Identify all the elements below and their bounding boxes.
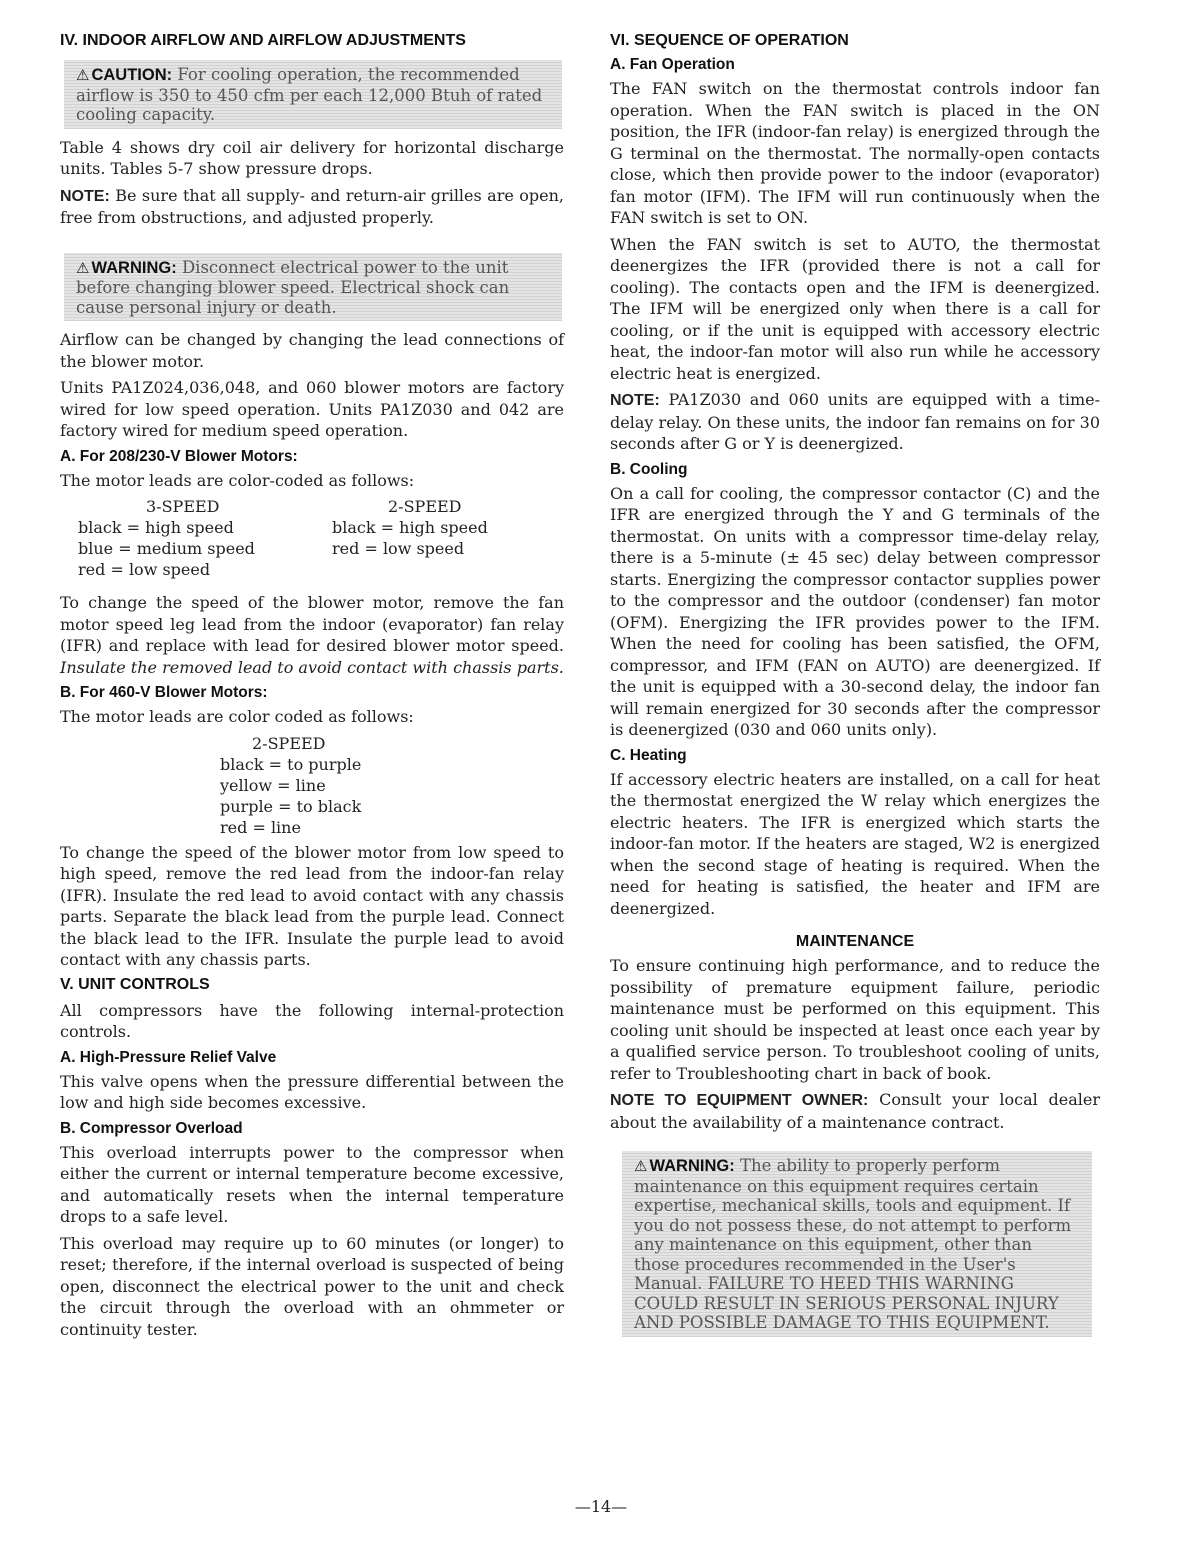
compressor-overload-paragraph-2: This overload may require up to 60 minutes (or longer) to reset; therefore, if the internal overload is suspected of being open, disconnect the electrical power to the unit and check the circuit through the overload with an ohmmeter or continuity tester. (60, 1233, 564, 1339)
left-column (60, 30, 564, 1345)
b-intro: The motor leads are color coded as follows: (60, 707, 414, 726)
table4-paragraph: Table 4 shows dry coil air delivery for horizontal discharge units. Tables 5-7 show pressure drops. (60, 137, 564, 178)
caution-label: CAUTION: (91, 66, 173, 84)
section-4-title: IV. INDOOR AIRFLOW AND AIRFLOW ADJUSTMENTS (60, 32, 466, 49)
three-speed-row: red = low speed (78, 560, 211, 579)
note-text: Be sure that all supply- and return-air grilles are open, free from obstructions, and adjusted properly. (60, 185, 564, 227)
speed-lead-table (60, 496, 564, 592)
compressor-overload-title: B. Compressor Overload (60, 1119, 243, 1137)
a-change-paragraph (60, 592, 564, 678)
three-speed-row: black = high speed (78, 518, 234, 537)
warning-label: WARNING: (91, 258, 177, 277)
three-speed-header: 3-SPEED (146, 497, 220, 516)
cooling-title: B. Cooling (610, 460, 688, 478)
heating-title: C. Heating (610, 746, 687, 764)
controls-paragraph: All compressors have the following internal-protection controls. (60, 1000, 564, 1041)
caution-text: For cooling operation, the recommended airflow is 350 to 450 cfm per each 12,000 Btuh of rated cooling capacity. (76, 65, 543, 124)
two-speed-header: 2-SPEED (388, 497, 462, 516)
fan-note-paragraph (610, 389, 1100, 455)
heating-paragraph: If accessory electric heaters are installed, on a call for heat the thermostat energized the W relay which energizes the electric heaters. The IFR is energized which starts the indoor-fan motor. If the heaters are staged, W2 is energized when the second stage of heating is required. When the need for heating is satisfied, the heater and IFM are deenergized. (610, 769, 1100, 918)
two-speed-row: black = high speed (332, 518, 488, 537)
note-text: PA1Z030 and 060 units are equipped with a time-delay relay. On these units, the indoor fan remains on for 30 seconds after G or Y is deenergized. (610, 390, 1100, 453)
warning-triangle-icon: ⚠ (76, 258, 90, 277)
warning-box-blower (64, 253, 562, 322)
hp-relief-title: A. High-Pressure Relief Valve (60, 1048, 277, 1066)
airflow-paragraph: Airflow can be changed by changing the lead connections of the blower motor. (60, 330, 564, 371)
cooling-paragraph: On a call for cooling, the compressor contactor (C) and the IFR are energized through the Y and G terminals of the thermostat. On units with a compressor time-delay relay, there is a 5-minute (± 45 sec) delay between compressor starts. Energizing the compressor contactor supplies power to the compressor and the outdoor (condenser) fan motor (OFM). Energizing the IFR provides power to the IFM. When the need for cooling has been satisfied, the OFM, compressor, and IFM (FAN on AUTO) are deenergized. If the unit is equipped with a 30-second delay, the indoor fan will remain energized for 30 seconds after the compressor is deenergized (030 and 060 units only). (610, 483, 1100, 739)
warning-box-maintenance (622, 1151, 1092, 1337)
page-number: —14— (574, 1497, 628, 1516)
warning-triangle-icon: ⚠ (76, 66, 90, 84)
speed-460-row: black = to purple (220, 754, 362, 774)
warning-text: Disconnect electrical power to the unit before changing blower speed. Electrical shock can cause personal injury or death. (76, 257, 510, 317)
three-speed-row: blue = medium speed (78, 539, 255, 558)
owner-note-paragraph (610, 1089, 1100, 1133)
maintenance-title: MAINTENANCE (795, 933, 915, 950)
speed-460-table (220, 733, 564, 838)
fan-paragraph-1: The FAN switch on the thermostat controls indoor fan operation. When the FAN switch is placed in the ON position, the IFR (indoor-fan relay) is energized through the G terminal on the thermostat. The normally-open contacts close, which then provide power to the indoor (evaporator) fan motor (IFM). The IFM will run continuously when the FAN switch is set to ON. (610, 79, 1100, 227)
note-label: NOTE: (610, 392, 660, 409)
right-column (610, 30, 1100, 1345)
fan-paragraph-2: When the FAN switch is set to AUTO, the thermostat deenergizes the IFR (provided there is not a call for cooling). The contacts open and the IFM is deenergized. The IFM will be energized only when there is a call for cooling, or if the unit is equipped with accessory electric heat, the indoor-fan motor will also run while he accessory electric heat is energized. (610, 234, 1100, 383)
a-intro: The motor leads are color-coded as follows: (60, 470, 415, 490)
speed-460-row: purple = to black (220, 796, 362, 816)
warning-label: WARNING: (649, 1157, 735, 1175)
owner-note-text: Consult your local dealer about the availability of a maintenance contract. (610, 1090, 1101, 1132)
two-speed-row: red = low speed (332, 539, 465, 558)
speed-460-row: red = line (220, 817, 301, 837)
note-label: NOTE: (60, 187, 110, 205)
fan-operation-title: A. Fan Operation (610, 56, 735, 73)
a-change-italic: Insulate the removed lead to avoid contact with chassis parts. (60, 657, 564, 677)
speed-460-row: yellow = line (220, 775, 326, 795)
warning-text: The ability to properly perform maintenance on this equipment requires certain expertise, mechanical skills, tools and equipment. If you do not possess these, do not attempt to perform any maintenance on this equipment, other than those procedures recommended in the User's Manual. FAILURE TO HEED THIS WARNING COULD RESULT IN SERIOUS PERSONAL INJURY AND POSSIBLE DAMAGE TO THIS EQUIPMENT. (634, 1156, 1072, 1332)
speed-460-header: 2-SPEED (252, 733, 326, 753)
section-6-title: VI. SEQUENCE OF OPERATION (610, 32, 849, 49)
subsection-b-title: B. For 460-V Blower Motors: (60, 684, 268, 701)
warning-triangle-icon: ⚠ (634, 1157, 648, 1175)
compressor-overload-paragraph-1: This overload interrupts power to the compressor when either the current or internal temperature become excessive, and automatically resets when the internal temperature drops to a safe level. (60, 1142, 564, 1226)
a-change-text: To change the speed of the blower motor, remove the fan motor speed leg lead from the indoor (evaporator) fan relay (IFR) and replace with lead for desired blower motor speed. (60, 593, 564, 655)
caution-box (64, 60, 562, 129)
b-change-paragraph: To change the speed of the blower motor from low speed to high speed, remove the red lead from the indoor-fan relay (IFR). Insulate the red lead to avoid contact with any chassis parts. Separate the black lead from the purple lead. Connect the black lead to the IFR. Insulate the purple lead to avoid contact with any chassis parts. (60, 842, 564, 969)
subsection-a-title: A. For 208/230-V Blower Motors: (60, 447, 298, 465)
units-paragraph: Units PA1Z024,036,048, and 060 blower motors are factory wired for low speed operation. Units PA1Z030 and 042 are factory wired for medium speed operation. (60, 378, 564, 440)
note-paragraph (60, 185, 564, 229)
three-speed-block (78, 496, 278, 580)
maintenance-paragraph: To ensure continuing high performance, and to reduce the possibility of premature equipment failure, periodic maintenance must be performed on this equipment. This cooling unit should be inspected at least once each year by a qualified service person. To troubleshoot cooling of units, refer to Troubleshooting chart in back of book. (610, 956, 1100, 1083)
section-5-title: V. UNIT CONTROLS (60, 975, 210, 993)
two-speed-block (332, 496, 532, 559)
hp-relief-paragraph: This valve opens when the pressure differential between the low and high side becomes excessive. (60, 1071, 564, 1112)
owner-note-label: NOTE TO EQUIPMENT OWNER: (610, 1092, 869, 1109)
